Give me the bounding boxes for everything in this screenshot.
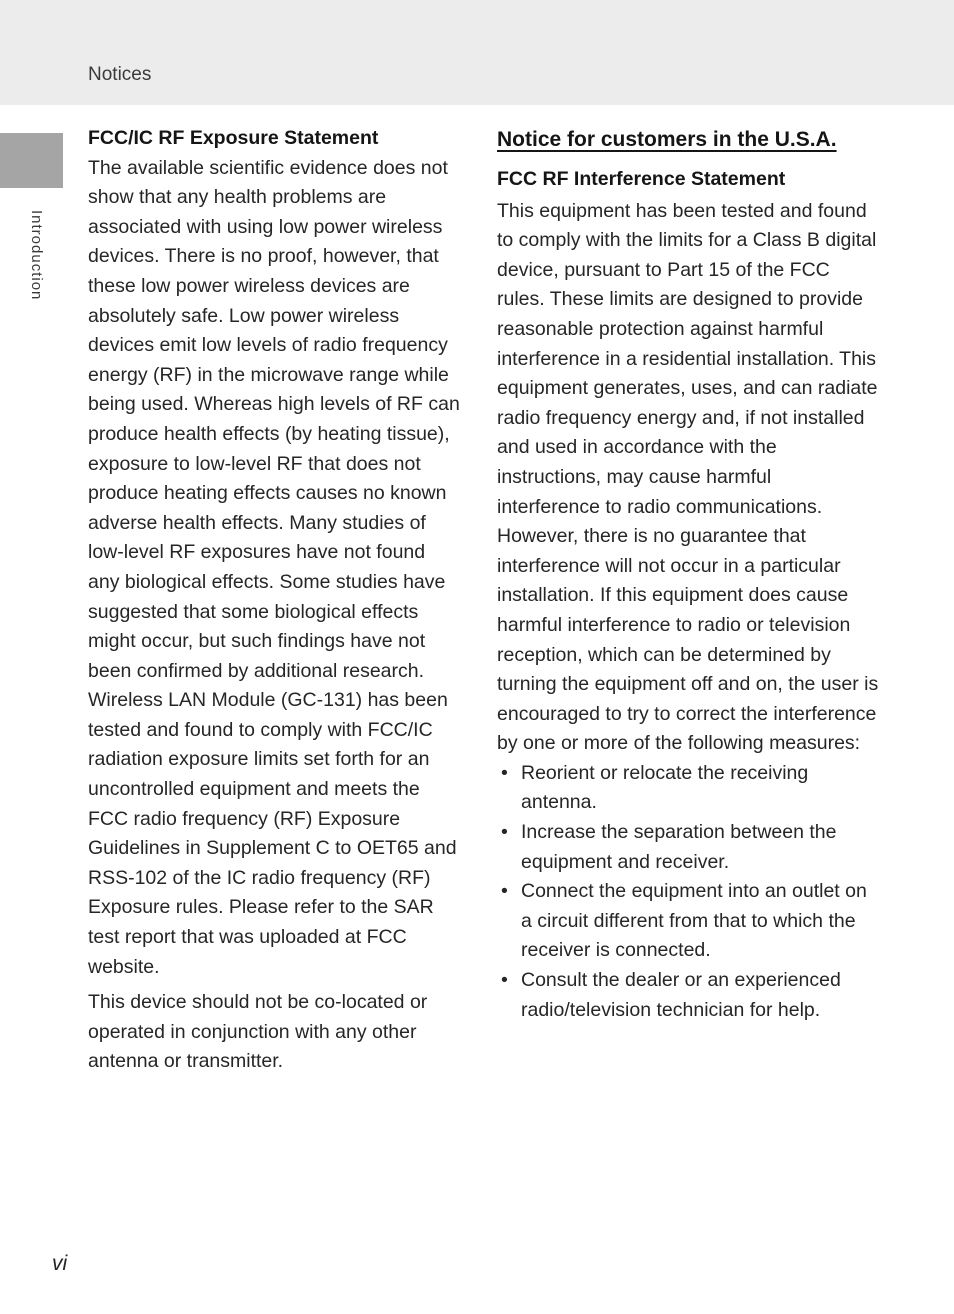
left-paragraph-1: The available scientific evidence does not show that any health problems are associated with using low power wireless devices. There is no proof, however, that these low power wireless devices are absolutely safe. Low power wireless devices emit low levels of radio frequency energy (RF) in the microwave range while being used. Whereas high levels of RF can produce health effects (by heating tissue), exposure to low-level RF that does not produce heating effects causes no known adverse health effects. Many studies of low-level RF exposures have not found any biological effects. Some studies have suggested that some biological effects might occur, but such findings have not been confirmed by additional research. Wireless LAN Module (GC-131) has been tested and found to comply with FCC/IC radiation exposure limits set forth for an uncontrolled equipment and meets the FCC radio frequency (RF) Exposure Guidelines in Supplement C to OET65 and RSS-102 of the IC radio frequency (RF) Exposure rules. Please refer to the SAR test report that was uploaded at FCC website. xyxy=(88,156,460,978)
chapter-tab xyxy=(0,133,63,188)
section-header: Notices xyxy=(88,64,152,85)
list-item: • Consult the dealer or an experienced radio/television technician for help. xyxy=(497,966,879,1025)
right-column-heading: Notice for customers in the U.S.A. xyxy=(497,128,837,151)
left-column xyxy=(88,124,460,1077)
left-column-heading: FCC/IC RF Exposure Statement xyxy=(88,127,379,149)
chapter-label: Introduction xyxy=(28,210,45,301)
page-number: vi xyxy=(52,1252,68,1275)
measures-list xyxy=(497,759,879,1025)
right-column-subheading: FCC RF Interference Statement xyxy=(497,168,786,190)
list-item: • Increase the separation between the equipment and receiver. xyxy=(497,818,879,877)
right-paragraph-1: This equipment has been tested and found to comply with the limits for a Class B digital device, pursuant to Part 15 of the FCC rules. These limits are designed to provide reasonable protection against harmful interference in a residential installation. This equipment generates, uses, and can radiate radio frequency energy and, if not installed and used in accordance with the instructions, may cause harmful interference to radio communications. However, there is no guarantee that interference will not occur in a particular installation. If this equipment does cause harmful interference to radio or television reception, which can be determined by turning the equipment off and on, the user is encouraged to try to correct the interference by one or more of the following measures: xyxy=(497,199,879,755)
list-item: • Reorient or relocate the receiving antenna. xyxy=(497,759,879,818)
page-header-band xyxy=(0,0,954,105)
right-column xyxy=(497,124,879,1025)
list-item: • Connect the equipment into an outlet on a circuit different from that to which the receiver is connected. xyxy=(497,877,879,966)
left-paragraph-2: This device should not be co-located or operated in conjunction with any other antenna or transmitter. xyxy=(88,991,428,1073)
